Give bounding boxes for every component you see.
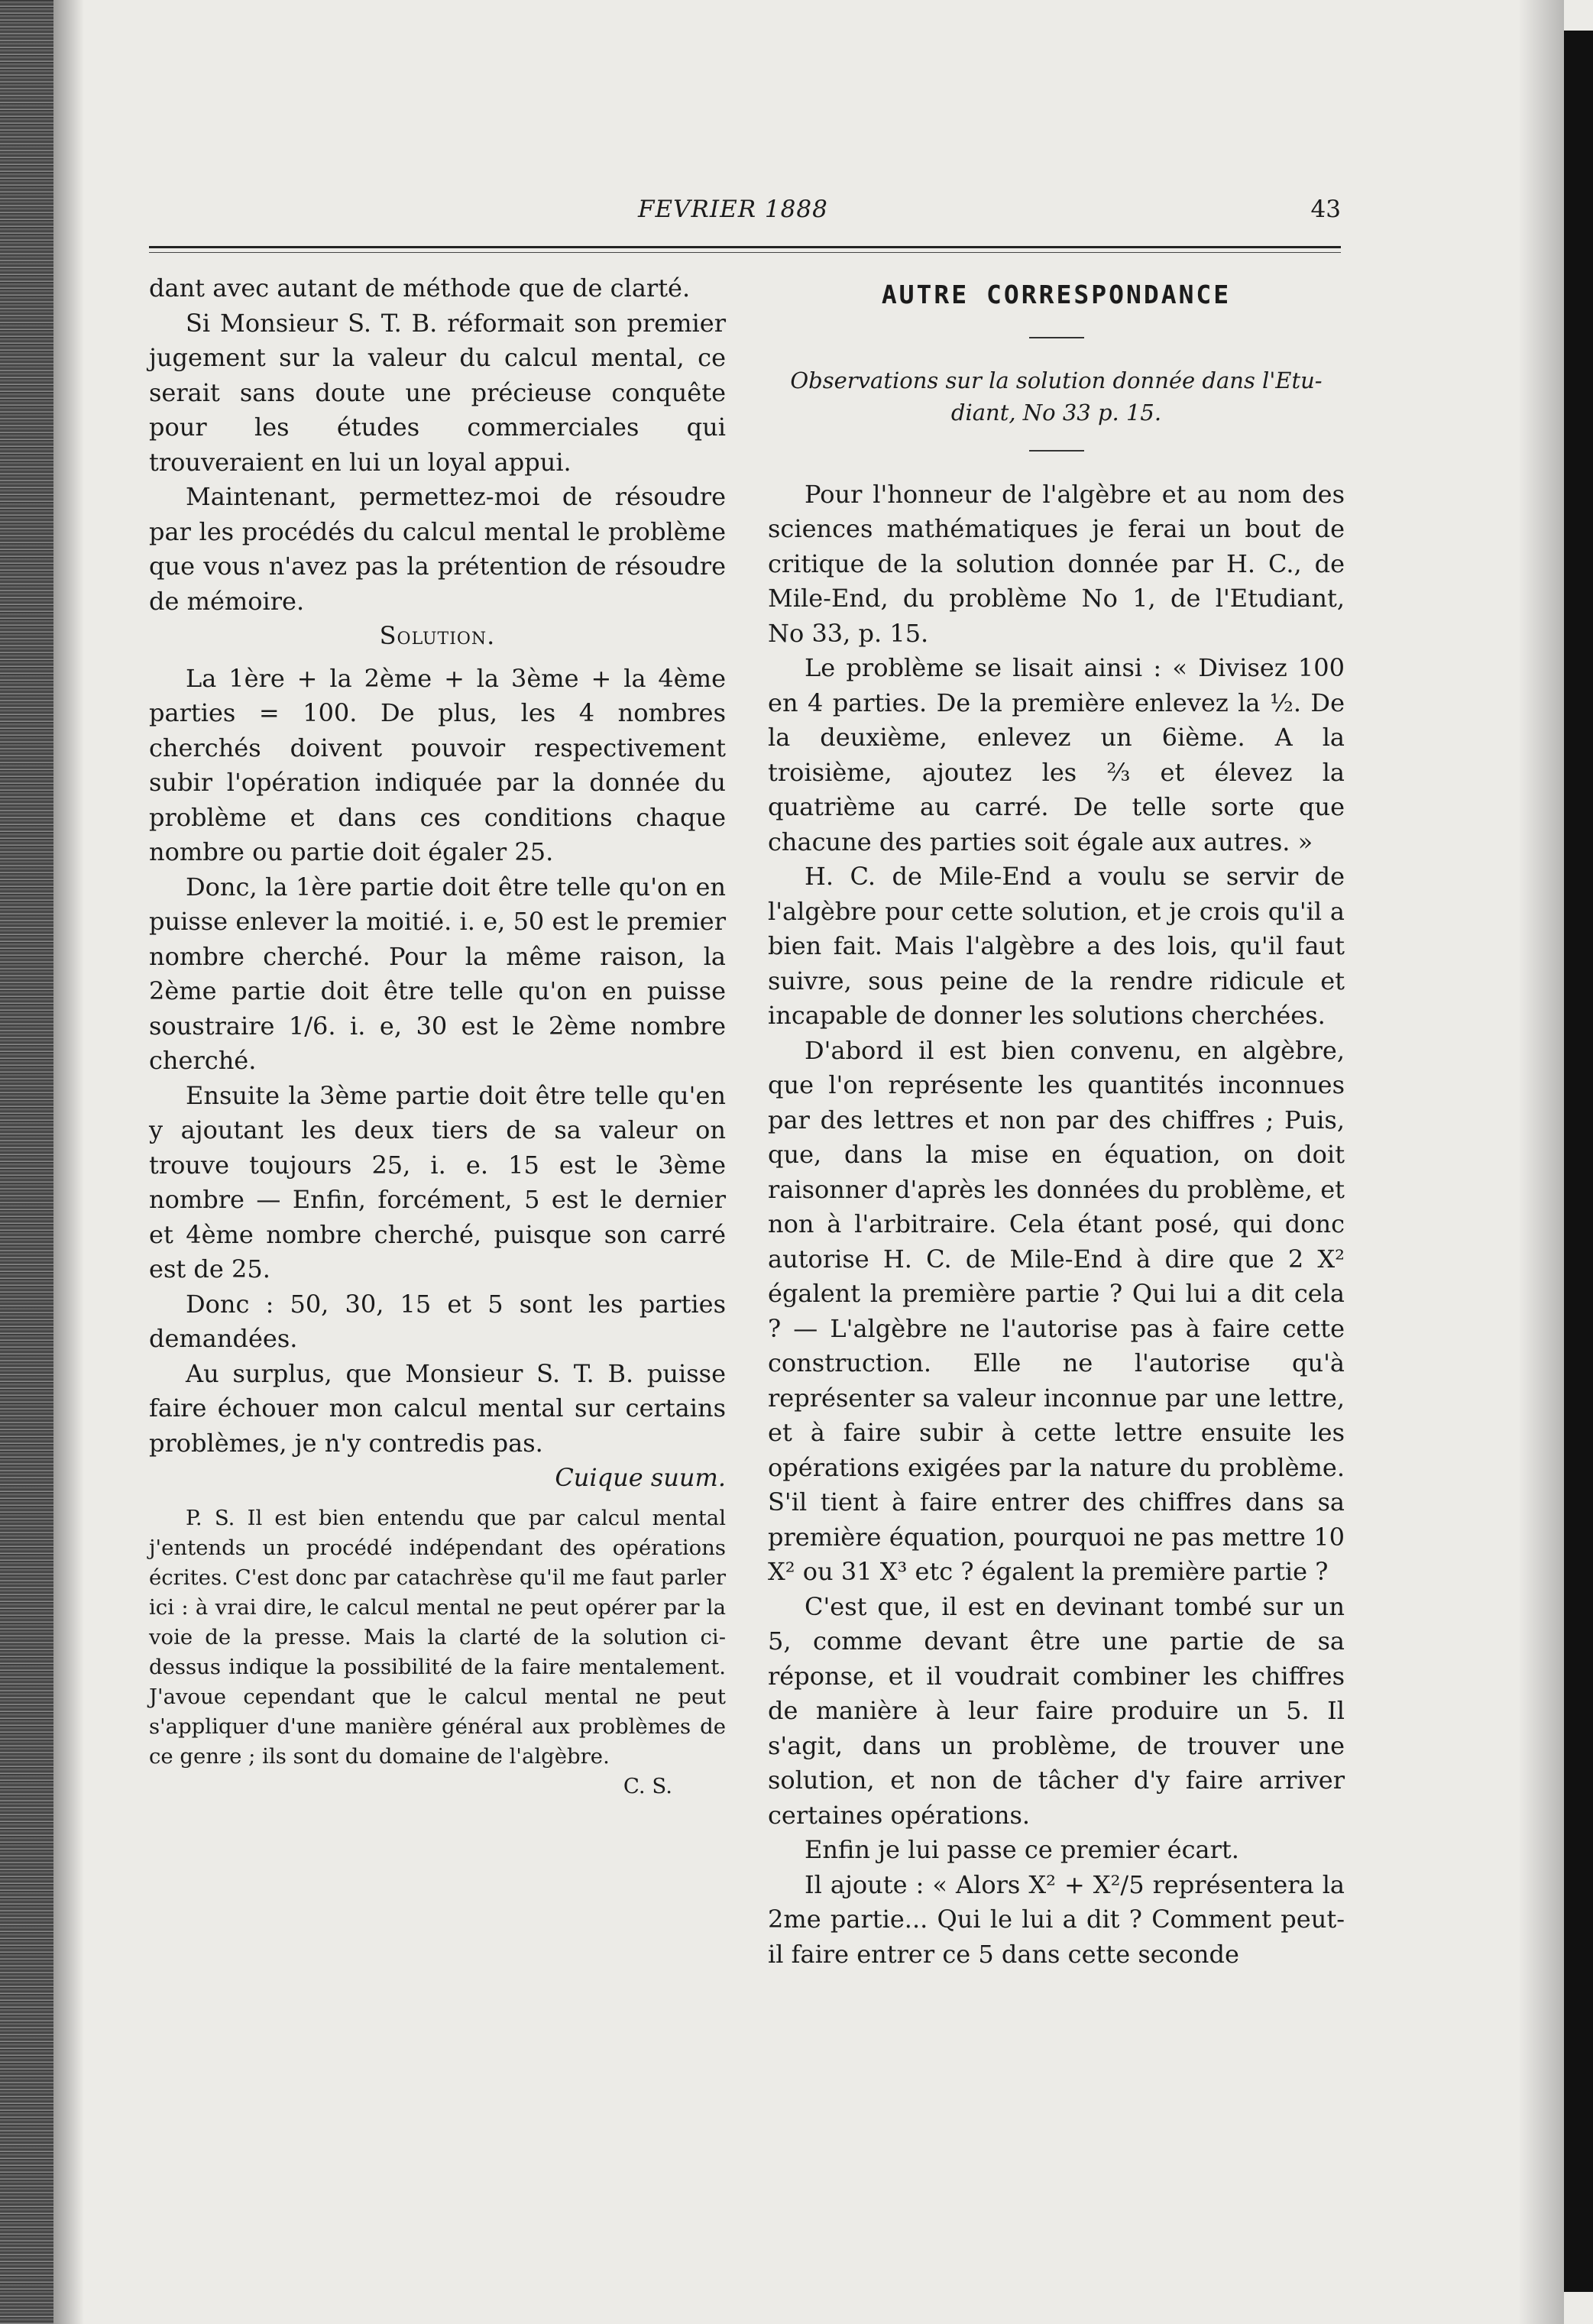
article-subtitle bbox=[768, 364, 1345, 429]
section-title: AUTRE CORRESPONDANCE bbox=[881, 280, 1232, 309]
postscript: P. S. Il est bien entendu que par calcul mental j'entends un procédé indépendant des opérations écrites. C'est donc par catachrèse qu'il me faut parler ici : à vrai dire, le calcul mental ne peut opérer par la voie de la presse. Mais la clarté de la solution ci-dessus indique la possibilité de la faire mentalement. J'avoue cependant que le calcul mental ne peut s'appliquer d'une manière général aux problèmes de ce genre ; ils sont du domaine de l'algèbre. bbox=[149, 1505, 726, 1769]
subtitle-line-2: diant, No 33 p. 15. bbox=[950, 399, 1162, 426]
subtitle-line-1: Observations sur la solution donnée dans l'Etu- bbox=[790, 367, 1323, 393]
right-paragraph-3: H. C. de Mile-End a voulu se servir de l'algèbre pour cette solution, et je crois qu'il a bien fait. Mais l'algèbre a des lois, qu'il faut suivre, sous peine de la rendre ridicule et incapable de donner les solutions cherchées. bbox=[768, 862, 1345, 1030]
left-paragraph-5: Donc, la 1ère partie doit être telle qu'on en puisse enlever la moitié. i. e, 50 est le premier nombre cherché. Pour la même raison, la 2ème partie doit être telle qu'on en puisse soustraire 1/6. i. e, 30 est le 2ème nombre cherché. bbox=[149, 872, 726, 1075]
right-paragraph-7: Il ajoute : « Alors X² + X²/5 représentera la 2me partie... Qui le lui a dit ? Comment peut-il faire entrer ce 5 dans cette seconde bbox=[768, 1869, 1345, 1969]
right-paragraph-6: Enfin je lui passe ce premier écart. bbox=[805, 1835, 1239, 1864]
page-number: 43 bbox=[1310, 196, 1341, 223]
left-column bbox=[149, 271, 726, 1801]
solution-heading: Solution. bbox=[379, 621, 496, 650]
scan-left-shadow bbox=[53, 0, 84, 2324]
right-paragraph-2: Le problème se lisait ainsi : « Divisez 100 en 4 parties. De la première enlevez la ½. De la deuxième, enlevez un 6ième. A la troisième, ajoutez les ⅔ et élevez la quatrième au carré. De telle sorte que chacune des parties soit égale aux autres. » bbox=[768, 653, 1345, 856]
left-paragraph-1: dant avec autant de méthode que de clarté. bbox=[149, 274, 691, 303]
signature: C. S. bbox=[623, 1773, 672, 1798]
header-rule-thin bbox=[149, 252, 1341, 253]
scan-right-edge bbox=[1564, 31, 1593, 2292]
header-rule bbox=[149, 246, 1341, 248]
left-paragraph-3: Maintenant, permettez-moi de résoudre par les procédés du calcul mental le problème que vous n'avez pas la prétention de résoudre de mémoire. bbox=[149, 482, 726, 616]
left-paragraph-7: Donc : 50, 30, 15 et 5 sont les parties demandées. bbox=[149, 1289, 726, 1353]
right-paragraph-1: Pour l'honneur de l'algèbre et au nom des sciences mathématiques je ferai un bout de critique de la solution donnée par H. C., de Mile-End, du problème No 1, de l'Etudiant, No 33, p. 15. bbox=[768, 479, 1345, 648]
left-paragraph-4: La 1ère + la 2ème + la 3ème + la 4ème parties = 100. De plus, les 4 nombres cherchés doivent pouvoir respectivement subir l'opération indiquée par la donnée du problème et dans ces conditions chaque nombre ou partie doit égaler 25. bbox=[149, 663, 726, 866]
left-paragraph-2: Si Monsieur S. T. B. réformait son premier jugement sur la valeur du calcul mental, ce serait sans doute une précieuse conquête pour les études commerciales qui trouveraient en lui un loyal appui. bbox=[149, 308, 726, 477]
signoff: Cuique suum. bbox=[555, 1463, 726, 1492]
subtitle-rule bbox=[1029, 450, 1084, 452]
newspaper-page bbox=[149, 191, 1345, 1969]
page-header bbox=[149, 191, 1341, 234]
running-head: FEVRIER 1888 bbox=[638, 196, 828, 223]
scan-left-edge bbox=[0, 0, 53, 2324]
title-rule bbox=[1029, 337, 1084, 338]
right-column bbox=[768, 271, 1345, 1972]
right-paragraph-5: C'est que, il est en devinant tombé sur un 5, comme devant être une partie de sa réponse, et il voudrait combiner les chiffres de manière à leur faire produire un 5. Il s'agit, dans un problème, de trouver une solution, et non de tâcher d'y faire arriver certaines opérations. bbox=[768, 1591, 1345, 1830]
right-paragraph-4: D'abord il est bien convenu, en algèbre, que l'on représente les quantités inconnues par des lettres et non par des chiffres ; Puis, que, dans la mise en équation, on doit raisonner d'après les données du problème, et non à l'arbitraire. Cela étant posé, qui donc autorise H. C. de Mile-End à dire que 2 X² égalent la première partie ? Qui lui a dit cela ? — L'algèbre ne l'autorise pas à faire cette construction. Elle ne l'autorise qu'à représenter sa valeur inconnue par une lettre, et à faire subir à cette lettre ensuite les opérations exigées par la nature du problème. S'il tient à faire entrer des chiffres dans sa première équation, pourquoi ne pas mettre 10 X² ou 31 X³ etc ? égalent la première partie ? bbox=[768, 1035, 1345, 1586]
left-paragraph-6: Ensuite la 3ème partie doit être telle qu'en y ajoutant les deux tiers de sa valeur on trouve toujours 25, i. e. 15 est le 3ème nombre — Enfin, forcément, 5 est le dernier et 4ème nombre cherché, puisque son carré est de 25. bbox=[149, 1080, 726, 1283]
scan-right-shadow bbox=[1518, 0, 1564, 2324]
left-paragraph-8: Au surplus, que Monsieur S. T. B. puisse faire échouer mon calcul mental sur certains problèmes, je n'y contredis pas. bbox=[149, 1358, 726, 1458]
